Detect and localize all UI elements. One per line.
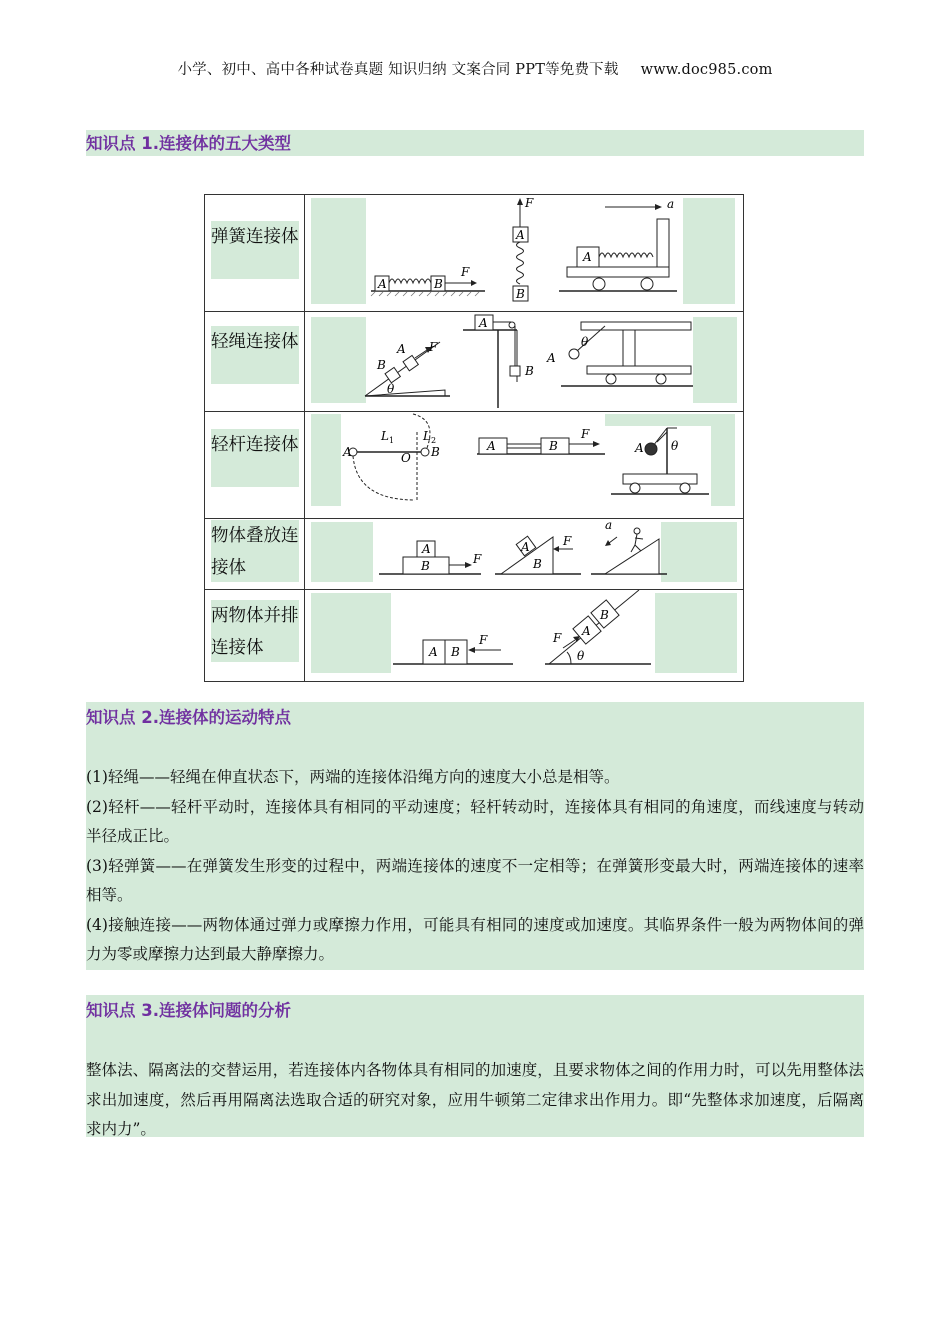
label-A: A [422,542,431,556]
page-header [0,58,950,79]
diagram-cell-rope [305,312,743,411]
label-A: A [516,228,525,242]
row-label: 弹簧连接体 [211,221,299,279]
label-A: A [635,441,644,455]
label-A: A [521,540,530,554]
label-O: O [401,451,411,465]
label-B: B [377,358,386,372]
label-L: L [423,429,431,443]
label-B: B [451,645,460,659]
rope-diagrams [305,312,743,412]
diagram-cell-stacked [305,519,743,589]
label-B: B [525,364,534,378]
label-B: B [421,559,430,573]
label-A: A [343,445,352,459]
header-text: 小学、初中、高中各种试卷真题 知识归纳 文案合同 PPT等免费下载 [177,62,619,78]
label-A: A [547,351,556,365]
label-A: A [582,624,591,638]
section1-heading-band [86,130,864,156]
label-B: B [431,445,440,459]
label-theta: θ [577,649,585,663]
diagram-cell-rod [305,412,743,518]
paragraph: (3)轻弹簧——在弹簧发生形变的过程中，两端连接体的速度不一定相等；在弹簧形变最大时，两端连接体的速率相等。 [86,856,864,904]
row-label: 两物体并排连接体 [211,600,299,662]
row-label-cell [205,590,305,681]
label-B: B [549,439,558,453]
section2-body [86,763,864,970]
label-F: F [479,633,488,647]
section3-band [86,995,864,1137]
section3-body [86,1056,864,1145]
label-A: A [479,316,488,330]
section1-heading: 知识点 1.连接体的五大类型 [86,134,291,153]
label-A: A [583,250,592,264]
label-F: F [429,340,438,354]
label-A: A [487,439,496,453]
paragraph: 整体法、隔离法的交替运用，若连接体内各物体具有相同的加速度，且要求物体之间的作用力时，可以先用整体法求出加速度，然后再用隔离法选取合适的研究对象，应用牛顿第二定律求出作用力。即“先整体求加速度，后隔离求内力”。 [86,1061,864,1138]
label-F: F [553,631,562,645]
label-F: F [461,265,470,279]
paragraph: (2)轻杆——轻杆平动时，连接体具有相同的平动速度；轻杆转动时，连接体具有相同的角速度，而线速度与转动半径成正比。 [86,797,864,845]
row-label-cell [205,195,305,311]
label-sub1: 1 [389,436,395,445]
section2-heading: 知识点 2.连接体的运动特点 [86,708,291,727]
header-url[interactable]: www.doc985.com [640,62,773,78]
label-F: F [563,534,572,548]
paragraph: (4)接触连接——两物体通过弹力或摩擦力作用，可能具有相同的速度或加速度。其临界条件一般为两物体间的弹力为零或摩擦力达到最大静摩擦力。 [86,915,864,963]
diagram-cell-spring [305,195,743,311]
section2-band [86,702,864,970]
table-row-side-by-side [205,590,743,681]
stacked-diagrams [305,519,743,589]
label-B: B [600,608,609,622]
table-row-spring [205,195,743,312]
side-by-side-diagrams [305,590,743,680]
diagram-cell-side-by-side [305,590,743,681]
row-label: 轻绳连接体 [211,326,299,384]
row-label-cell [205,412,305,518]
label-L: L [381,429,389,443]
label-sub2: 2 [431,436,437,445]
label-A: A [429,645,438,659]
label-A: A [378,277,387,291]
label-B: B [533,557,542,571]
section3-heading: 知识点 3.连接体问题的分析 [86,1001,291,1020]
label-theta: θ [581,335,589,349]
label-B: B [434,277,443,291]
label-A: A [397,342,406,356]
rod-diagrams [305,412,743,519]
label-a: a [605,519,613,532]
row-label-cell [205,519,305,589]
row-label: 轻杆连接体 [211,429,299,487]
label-F: F [525,196,534,210]
table-row-stacked [205,519,743,590]
row-label: 物体叠放连接体 [211,520,299,582]
paragraph: (1)轻绳——轻绳在伸直状态下，两端的连接体沿绳方向的速度大小总是相等。 [86,768,620,786]
label-theta: θ [671,439,679,453]
table-row-rod [205,412,743,519]
connected-body-types-table [204,194,744,682]
label-B: B [516,287,525,301]
table-row-rope [205,312,743,412]
label-F: F [581,427,590,441]
spring-diagrams [305,195,743,311]
label-F: F [473,552,482,566]
label-a: a [667,197,675,211]
row-label-cell [205,312,305,411]
label-theta: θ [387,382,395,396]
